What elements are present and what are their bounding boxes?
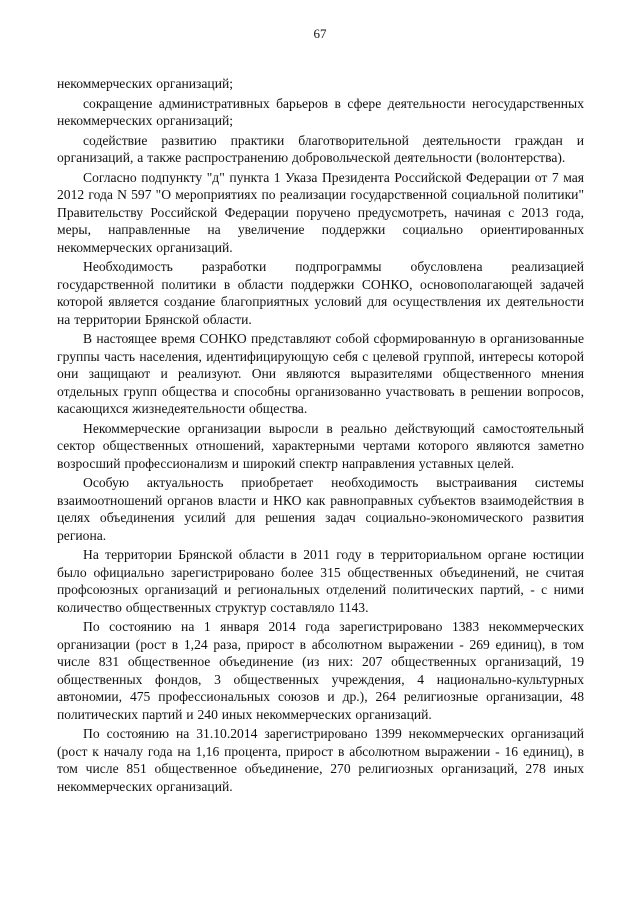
paragraph: По состоянию на 1 января 2014 года зарегистрировано 1383 некоммерческих организации (рост в 1,24 раза, прирост в абсолютном выражении - 269 единиц), в том числе 831 общественное объединение (из них: 207 общественных организаций, 19 общественных фондов, 3 общественных учреждения, 4 национально-культурных автономии, 475 профессиональных союзов и др.), 264 религиозные организации, 48 политических партий и 240 иных некоммерческих организаций.	[57, 619, 584, 722]
paragraph: содействие развитию практики благотворительной деятельности граждан и организаций, а также распространению добровольческой деятельности (волонтерства).	[57, 132, 584, 165]
paragraph: В настоящее время СОНКО представляют собой сформированную в организованные группы часть населения, идентифицирующую себя с целевой группой, интересы которой они защищают и реализуют. Они являются выразителями общественного мнения отдельных групп общества и способны организованно участвовать в решении вопросов, касающихся жизнедеятельности общества.	[57, 331, 584, 416]
paragraph: На территории Брянской области в 2011 году в территориальном органе юстиции было официально зарегистрировано более 315 общественных объединений, не считая профсоюзных организаций и региональных отделений политических партий, - с ними количество общественных структур составляло 1143.	[57, 547, 584, 615]
paragraph: Особую актуальность приобретает необходимость выстраивания системы взаимоотношений органов власти и НКО как равноправных субъектов взаимодействия в целях объединения усилий для решения задач социально-экономического развития региона.	[57, 475, 584, 543]
paragraph: сокращение административных барьеров в сфере деятельности негосударственных некоммерческих организаций;	[57, 95, 584, 128]
paragraph: некоммерческих организаций;	[57, 76, 234, 91]
paragraph: Согласно подпункту "д" пункта 1 Указа Президента Российской Федерации от 7 мая 2012 года N 597 "О мероприятиях по реализации государственной социальной политики" Правительству Российской Федерации поручено предусмотреть, начиная с 2013 года, меры, направленные на увеличение поддержки социально ориентированных некоммерческих организаций.	[57, 169, 584, 255]
page-number: 67	[313, 26, 327, 41]
paragraph: Некоммерческие организации выросли в реально действующий самостоятельный сектор общественных отношений, характерными чертами которого являются заметно возросший профессионализм и широкий спектр направления уставных целей.	[57, 420, 584, 471]
paragraph: По состоянию на 31.10.2014 зарегистрировано 1399 некоммерческих организаций (рост к началу года на 1,16 процента, прирост в абсолютном выражении - 16 единиц), в том числе 851 общественное объединение, 270 религиозных организаций, 278 иных некоммерческих организаций.	[57, 726, 584, 794]
paragraph: Необходимость разработки подпрограммы обусловлена реализацией государственной политики в области поддержки СОНКО, основополагающей задачей которой является создание благоприятных условий для осуществления их деятельности на территории Брянской области.	[57, 259, 584, 327]
body-text	[57, 75, 584, 795]
